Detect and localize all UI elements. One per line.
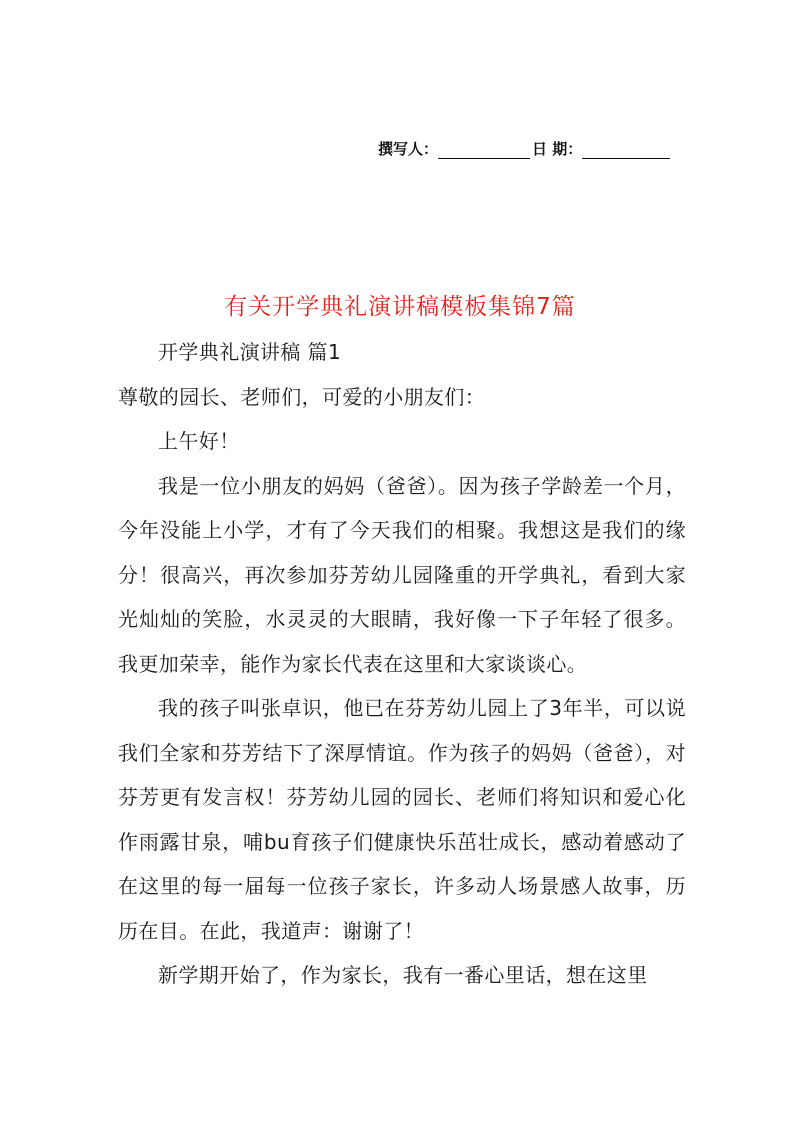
salutation: 尊敬的园长、老师们，可爱的小朋友们： <box>118 384 486 409</box>
body-paragraph: 我是一位小朋友的妈妈（爸爸）。因为孩子学龄差一个月，今年没能上小学，才有了今天我们的相聚。我想这是我们的缘分！很高兴，再次参加芬芳幼儿园隆重的开学典礼，看到大家光灿灿的笑脸，水灵灵的大眼睛，我好像一下子年轻了很多。我更加荣幸，能作为家长代表在这里和大家谈谈心。 <box>118 473 686 676</box>
section-subtitle: 开学典礼演讲稿 篇1 <box>158 340 342 364</box>
author-date-line <box>378 138 670 159</box>
date-blank <box>582 142 670 159</box>
document-title: 有关开学典礼演讲稿模板集锦7篇 <box>224 294 576 320</box>
document-body <box>118 330 686 998</box>
body-paragraph: 我的孩子叫张卓识，他已在芬芳幼儿园上了3年半，可以说我们全家和芬芳结下了深厚情谊。作为孩子的妈妈（爸爸），对芬芳更有发言权！芬芳幼儿园的园长、老师们将知识和爱心化作雨露甘泉，哺bu育孩子们健康快乐茁壮成长，感动着感动了在这里的每一届每一位孩子家长，许多动人场景感人故事，历历在目。在此，我道声：谢谢了！ <box>118 696 686 943</box>
greeting: 上午好！ <box>158 429 240 453</box>
body-paragraph: 新学期开始了，作为家长，我有一番心里话，想在这里 <box>158 963 648 987</box>
author-label: 撰写人： <box>378 140 439 158</box>
author-blank <box>438 142 530 159</box>
date-label: 日 期： <box>532 140 583 158</box>
